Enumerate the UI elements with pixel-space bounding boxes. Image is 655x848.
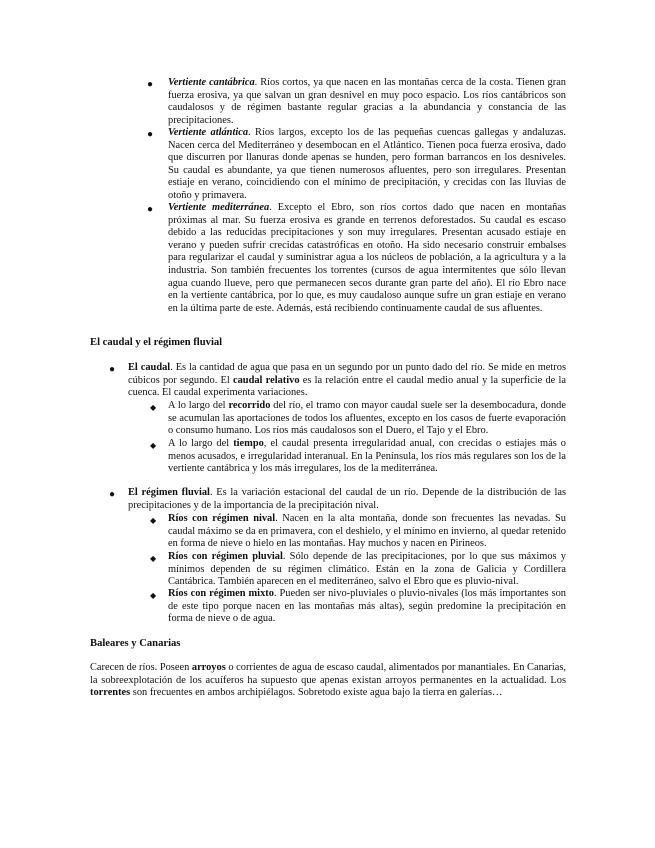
caudal-heading: El caudal y el régimen fluvial	[90, 337, 223, 348]
regimen-text: El régimen fluvial. Es la variación estacional del caudal de un río. Depende de la distribución de las precipitaciones y de la importancia de la precipitación nival.	[128, 487, 567, 511]
caudal-recorrido-text: A lo largo del recorrido del río, el tramo con mayor caudal suele ser la desembocadura, donde se acumulan las aportaciones de todos los afluentes, excepto en los casos de fuerte evaporación o consumo humano. Los ríos más caudalosos son el Duero, el Tajo y el Ebro.	[168, 400, 566, 437]
vertiente-atlantica-text: Vertiente atlántica. Ríos largos, excepto los de las pequeñas cuencas gallegas y andaluzas. Nacen cerca del Mediterráneo y desembocan en el Atlántico. Tienen poca fuerza erosiva, dado que discurren por llanuras donde apenas se hunden, pero forman barrancos en los desniveles. Su caudal es abundante, ya que tienen numerosos afluentes, pero son irregulares. Presentan estiaje en verano, coincidiendo con el mínimo de precipitación, y crecidas con las lluvias de otoño y primavera.	[168, 127, 566, 201]
bullet-icon: ●	[147, 204, 154, 215]
vertiente-mediterranea-title: Vertiente mediterránea	[168, 202, 270, 213]
regimen-nival-text: Ríos con régimen nival. Nacen en la alta montaña, donde son frecuentes las nevadas. Su caudal máximo se da en primavera, con el deshielo, y el mínimo en invierno, al quedar retenido en forma de nieve o hielo en las montañas. Hay muchos y nacen en Pirineos.	[168, 513, 566, 550]
vertiente-cantabrica-text: Vertiente cantábrica. Ríos cortos, ya que nacen en las montañas cerca de la costa. Tienen gran fuerza erosiva, ya que salvan un gran desnivel en muy poco espacio. Los ríos cantábricos son caudalosos y de régimen bastante regular gracias a la abundancia y constancia de las precipitaciones.	[168, 77, 567, 126]
diamond-bullet-icon: ◆	[150, 554, 157, 563]
vertiente-cantabrica-title: Vertiente cantábrica	[168, 77, 255, 88]
caudal-tiempo-text: A lo largo del tiempo, el caudal presenta irregularidad anual, con crecidas o estiajes más o menos acusados, e irregularidad interanual. En la Península, los ríos más regulares son los de la vertiente cantábrica y los más irregulares, los de la mediterránea.	[168, 438, 567, 475]
regimen-pluvial-text: Ríos con régimen pluvial. Sólo depende de las precipitaciones, por lo que sus máximos y mínimos dependen de su régimen climático. Están en la zona de Galicia y Cordillera Cantábrica. También aparecen en el mediterráneo, salvo el Ebro que es pluvio-nival.	[168, 551, 566, 588]
vertiente-atlantica-title: Vertiente atlántica	[168, 127, 249, 138]
bullet-icon: ●	[109, 364, 116, 375]
diamond-bullet-icon: ◆	[150, 516, 157, 525]
bullet-icon: ●	[147, 129, 154, 140]
regimen-mixto-text: Ríos con régimen mixto. Pueden ser nivo-pluviales o pluvio-nivales (los más importantes son de este tipo porque nacen en las montañas más altas), según predomine la precipitación en forma de nieve o de agua.	[168, 588, 566, 625]
baleares-canarias-text: Carecen de ríos. Poseen arroyos o corrientes de agua de escaso caudal, alimentados por manantiales. En Canarias, la sobreexplotación de los acuíferos ha supuesto que apenas existan arroyos permanentes en la actualidad. Los torrentes son frecuentes en ambos archipiélagos. Sobretodo existe agua bajo la tierra en galerías…	[90, 662, 566, 699]
diamond-bullet-icon: ◆	[150, 403, 157, 412]
caudal-text: El caudal. Es la cantidad de agua que pasa en un segundo por un punto dado del río. Se mide en metros cúbicos por segundo. El caudal relativo es la relación entre el caudal medio anual y la superficie de la cuenca. El caudal experimenta variaciones.	[128, 362, 567, 399]
bullet-icon: ●	[147, 79, 154, 90]
diamond-bullet-icon: ◆	[150, 591, 157, 600]
baleares-canarias-heading: Baleares y Canarias	[90, 638, 181, 649]
bullet-icon: ●	[109, 489, 116, 500]
diamond-bullet-icon: ◆	[150, 441, 157, 450]
vertiente-mediterranea-text: Vertiente mediterránea. Excepto el Ebro, son ríos cortos dado que nacen en montañas próximas al mar. Su fuerza erosiva es grande en terrenos deforestados. Su caudal es escaso debido a las reducidas precipitaciones y son muy irregulares. Presentan acusado estiaje en verano y pueden sufrir crecidas catastróficas en otoño. Ha sido necesario construir embalses para regularizar el caudal y suministrar agua a los núcleos de población, a la agricultura y a la industria. Son también frecuentes los torrentes (cursos de agua intermitentes que sólo llevan agua cuando llueve, pero que permanecen secos durante gran parte del año). El río Ebro nace en la vertiente cantábrica, por lo que, es muy caudaloso aunque sufre un gran estiaje en verano en la última parte de este. Además, está recibiendo continuamente caudal de sus afluentes.	[168, 202, 566, 314]
